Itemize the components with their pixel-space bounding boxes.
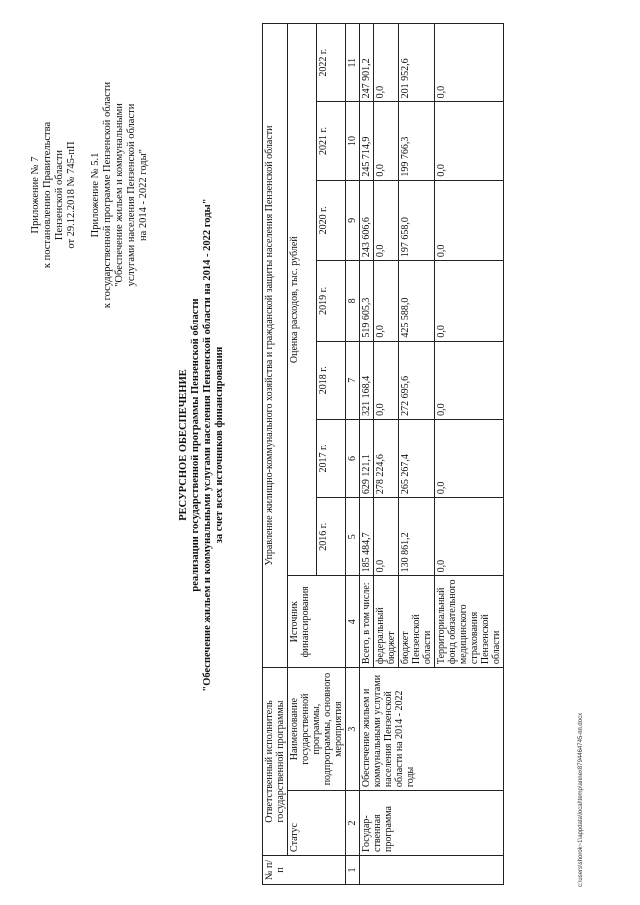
value-cell: 272 695,6	[399, 341, 435, 419]
header-row-1	[263, 24, 288, 885]
value-cell: 0,0	[435, 341, 504, 419]
value-cell: 0,0	[435, 419, 504, 497]
col-number: 8	[346, 261, 360, 342]
value-cell: 0,0	[374, 102, 399, 180]
value-cell: 278 224,6	[374, 419, 399, 497]
value-cell: 247 901,2	[360, 24, 374, 102]
value-cell: 0,0	[435, 102, 504, 180]
col-number: 4	[346, 576, 360, 668]
col-number: 5	[346, 498, 360, 576]
header-source: Источник финансирования	[288, 576, 346, 668]
row-number-cell	[360, 855, 504, 884]
appendix-line: услугами населения Пензенской области	[126, 103, 137, 287]
year-header: 2017 г.	[317, 419, 346, 497]
header-executor: Ответственный исполнитель государственной программы	[263, 668, 288, 856]
value-cell: 0,0	[435, 180, 504, 261]
value-cell: 0,0	[435, 498, 504, 576]
value-cell: 321 168,4	[360, 341, 374, 419]
col-number: 1	[346, 855, 360, 884]
value-cell: 425 588,0	[399, 261, 435, 342]
title-line-2: реализации государственной программы Пензенской области	[190, 298, 201, 592]
value-cell: 629 121,1	[360, 419, 374, 497]
value-cell: 0,0	[374, 24, 399, 102]
value-cell: 0,0	[435, 261, 504, 342]
table-row	[360, 24, 374, 885]
resource-table	[262, 23, 504, 885]
header-executor-value: Управление жилищно-коммунального хозяйства и гражданской защиты населения Пензенской области	[263, 24, 288, 668]
column-numbers-row	[346, 24, 360, 885]
spacer	[78, 25, 90, 365]
year-header: 2021 г.	[317, 102, 346, 180]
value-cell: 199 766,3	[399, 102, 435, 180]
title-line-4: за счет всех источников финансирования	[214, 346, 225, 544]
year-header: 2022 г.	[317, 24, 346, 102]
col-number: 11	[346, 24, 360, 102]
value-cell: 243 606,6	[360, 180, 374, 261]
title-line-1: РЕСУРСНОЕ ОБЕСПЕЧЕНИЕ	[178, 369, 189, 521]
appendix-header	[30, 25, 150, 365]
status-cell: Государ-ственная программа	[360, 791, 504, 856]
source-cell: бюджет Пензенской области	[399, 576, 435, 668]
year-header: 2020 г.	[317, 180, 346, 261]
appendix-line: "Обеспечение жильем и коммунальными	[114, 103, 125, 287]
source-cell: федеральный бюджет	[374, 576, 399, 668]
col-number: 10	[346, 102, 360, 180]
col-number: 2	[346, 791, 360, 856]
value-cell: 0,0	[374, 180, 399, 261]
value-cell: 0,0	[374, 261, 399, 342]
header-estimate: Оценка расходов, тыс. рублей	[288, 24, 317, 576]
appendix-line: на 2014 - 2022 годы"	[138, 149, 149, 241]
value-cell: 0,0	[374, 498, 399, 576]
value-cell: 185 484,7	[360, 498, 374, 576]
document-title	[178, 105, 226, 785]
col-number: 9	[346, 180, 360, 261]
value-cell: 0,0	[374, 341, 399, 419]
value-cell: 201 952,6	[399, 24, 435, 102]
header-name: Наименование государственной программы, подпрограммы, основного мероприятия	[288, 668, 346, 791]
value-cell: 519 605,3	[360, 261, 374, 342]
source-cell: Территориальный фонд обязательного медицинского страхования Пензенской области	[435, 576, 504, 668]
appendix-line: к государственной программе Пензенской области	[102, 81, 113, 309]
appendix-line: к постановлению Правительства	[42, 121, 53, 269]
year-header: 2016 г.	[317, 498, 346, 576]
title-line-3: "Обеспечение жильем и коммунальными услугами населения Пензенской области на 2014 - 2022 годы"	[202, 198, 213, 692]
appendix-line: Приложение № 5.1	[90, 152, 101, 238]
file-path-footer: c:\users\shorok~1\appdata\local\temp\annex8794464745-пп.docx	[578, 712, 584, 887]
value-cell: 0,0	[435, 24, 504, 102]
value-cell: 265 267,4	[399, 419, 435, 497]
header-no: № п/п	[263, 855, 346, 884]
year-header: 2019 г.	[317, 261, 346, 342]
year-header: 2018 г.	[317, 341, 346, 419]
source-cell: Всего, в том числе:	[360, 576, 374, 668]
col-number: 7	[346, 341, 360, 419]
header-status: Статус	[288, 791, 346, 856]
program-name-cell: Обеспечение жильем и коммунальными услугами населения Пензенской области на 2014 - 2022 годы	[360, 668, 504, 791]
appendix-line: Пензенской области	[54, 149, 65, 241]
value-cell: 197 658,0	[399, 180, 435, 261]
header-row-2	[288, 24, 317, 885]
col-number: 3	[346, 668, 360, 791]
appendix-line: Приложение № 7	[30, 156, 41, 234]
value-cell: 245 714,9	[360, 102, 374, 180]
col-number: 6	[346, 419, 360, 497]
appendix-line: от 29.12.2018 № 745-пП	[66, 141, 77, 249]
value-cell: 130 861,2	[399, 498, 435, 576]
